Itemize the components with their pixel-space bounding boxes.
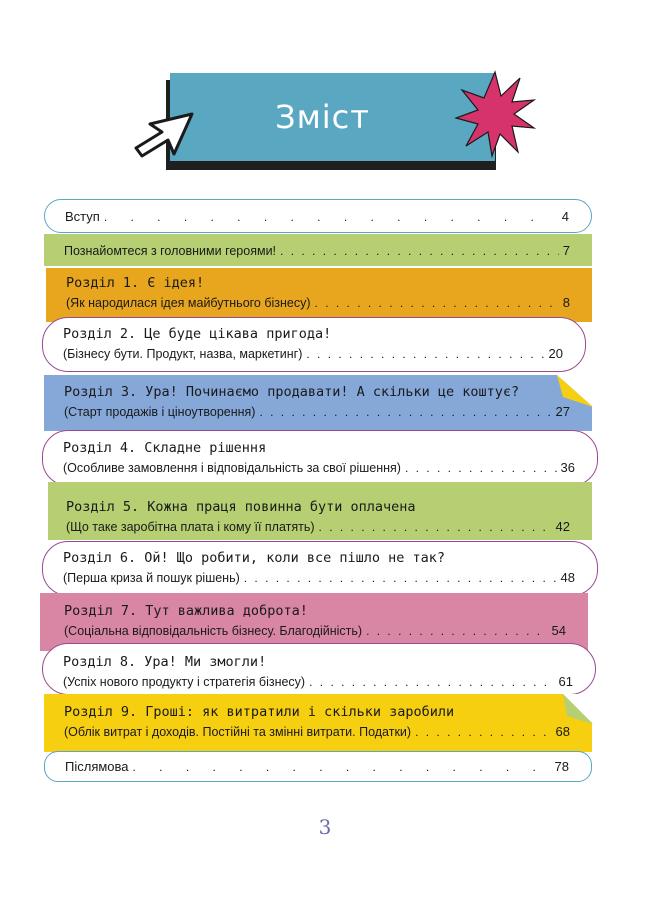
chapter-title: Розділ 3. Ура! Починаємо продавати! А скільки це коштує? [64, 384, 520, 400]
chapter-page: 61 [558, 674, 573, 689]
toc-afterword-title: Післямова [65, 759, 129, 774]
chapter-subtitle: (Старт продажів і ціноутворення) [64, 405, 256, 419]
dot-leader [133, 760, 551, 774]
toc-heroes-page: 7 [562, 243, 570, 258]
dot-leader [319, 520, 552, 534]
chapter-title: Розділ 6. Ой! Що робити, коли все пішло не так? [63, 550, 446, 566]
chapter-subtitle: (Соціальна відповідальність бізнесу. Благодійність) [64, 624, 363, 638]
toc-afterword-page: 78 [554, 759, 569, 774]
toc-chapter-5[interactable] [48, 482, 592, 540]
toc-chapter-2[interactable] [42, 317, 586, 372]
star-burst-icon [454, 70, 536, 158]
chapter-page: 27 [555, 404, 570, 419]
dot-leader [280, 244, 559, 258]
toc-chapter-1[interactable] [46, 268, 592, 322]
chapter-page: 8 [562, 295, 570, 310]
chapter-page: 36 [560, 460, 575, 475]
chapter-title: Розділ 8. Ура! Ми змогли! [63, 654, 267, 670]
chapter-title: Розділ 2. Це буде цікава пригода! [63, 326, 332, 342]
page-number: 3 [318, 815, 332, 839]
chapter-title: Розділ 1. Є ідея! [66, 275, 205, 291]
dot-leader [244, 571, 557, 585]
toc-afterword[interactable] [44, 751, 592, 782]
chapter-subtitle: (Бізнесу бути. Продукт, назва, маркетинг) [63, 347, 303, 361]
chapter-title: Розділ 5. Кожна праця повинна бути оплачена [66, 499, 416, 515]
dot-leader [315, 296, 559, 310]
toc-chapter-4[interactable] [42, 430, 598, 486]
chapter-subtitle: (Успіх нового продукту і стратегія бізнесу) [63, 675, 306, 689]
chapter-page: 48 [560, 570, 575, 585]
chapter-title: Розділ 7. Тут важлива доброта! [64, 603, 308, 619]
cursor-arrow-icon [134, 110, 196, 160]
chapter-page: 42 [555, 519, 570, 534]
dot-leader [309, 675, 554, 689]
chapter-subtitle: (Що таке заробітна плата і кому її платять) [66, 520, 315, 534]
page-title: Зміст [275, 98, 370, 136]
toc-intro-title: Вступ [65, 209, 100, 224]
dot-leader [366, 624, 547, 638]
chapter-title: Розділ 4. Складне рішення [63, 440, 267, 456]
dot-leader [306, 347, 544, 361]
header-banner [170, 73, 495, 161]
chapter-page: 20 [548, 346, 563, 361]
chapter-subtitle: (Перша криза й пошук рішень) [63, 571, 240, 585]
toc-chapter-6[interactable] [42, 541, 598, 596]
dot-leader [415, 725, 551, 739]
toc-intro[interactable] [44, 199, 592, 233]
dot-leader [104, 210, 558, 224]
toc-heroes[interactable] [44, 234, 592, 266]
chapter-subtitle: (Як народилася ідея майбутнього бізнесу) [66, 296, 311, 310]
dot-leader [259, 405, 551, 419]
toc-chapter-9[interactable] [44, 694, 592, 752]
toc-heroes-title: Познайомтеся з головними героями! [64, 244, 277, 258]
chapter-subtitle: (Особливе замовлення і відповідальність за свої рішення) [63, 461, 401, 475]
toc-intro-page: 4 [561, 209, 569, 224]
chapter-page: 68 [555, 724, 570, 739]
toc-chapter-3[interactable] [44, 375, 592, 431]
chapter-title: Розділ 9. Гроші: як витратили і скільки заробили [64, 704, 455, 720]
toc-chapter-8[interactable] [42, 643, 596, 695]
chapter-subtitle: (Облік витрат і доходів. Постійні та змінні витрати. Податки) [64, 725, 412, 739]
dot-leader [405, 461, 557, 475]
chapter-page: 54 [551, 623, 566, 638]
